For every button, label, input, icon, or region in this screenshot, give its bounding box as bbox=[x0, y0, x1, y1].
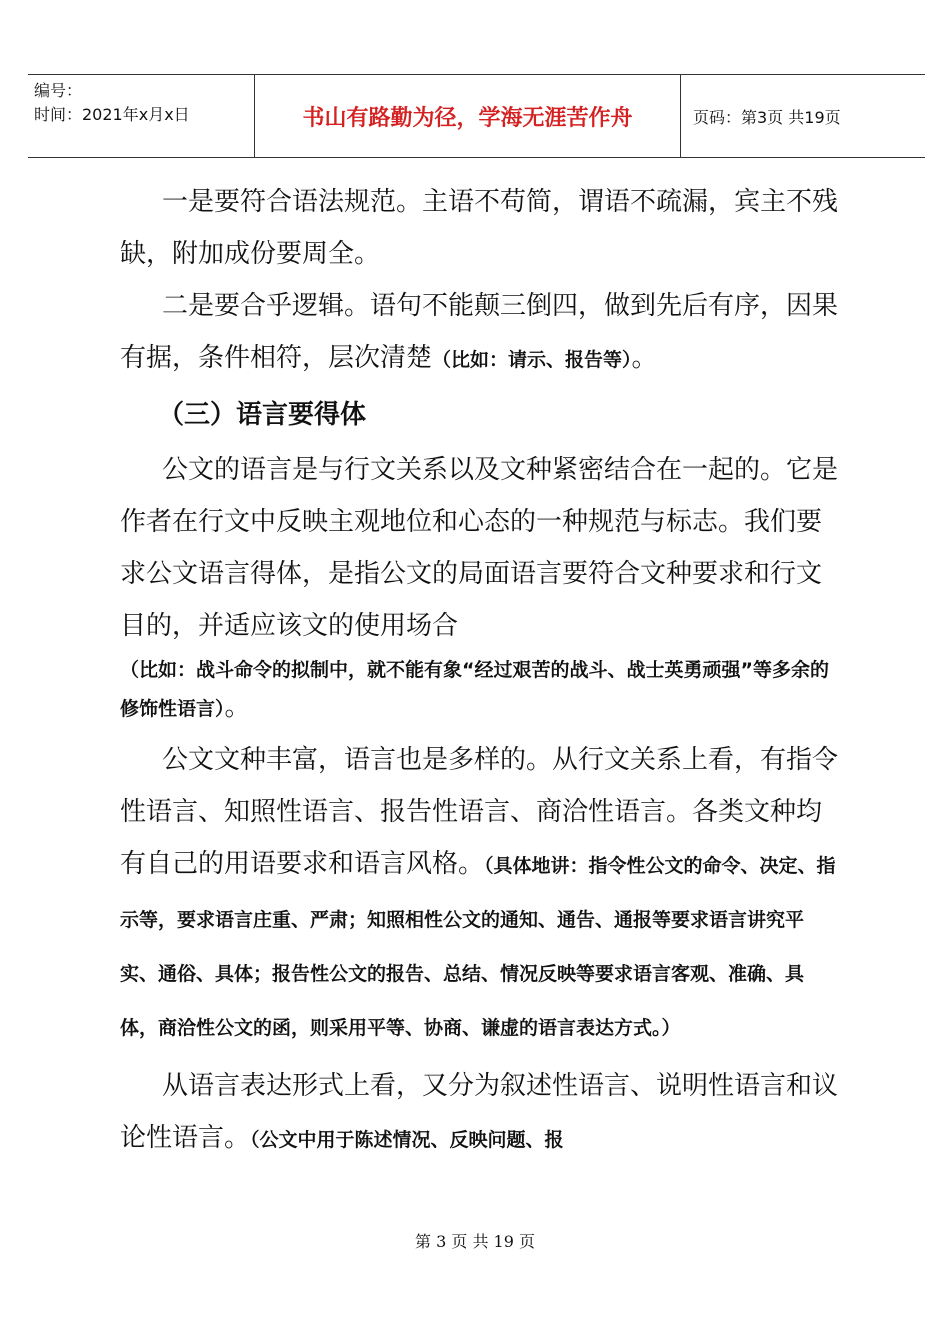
section-title: （三）语言要得体 bbox=[158, 400, 367, 430]
paragraph-3-end: 。 bbox=[224, 692, 251, 722]
paragraph-5-note: （公文中用于陈述情况、反映问题、报 bbox=[250, 1129, 564, 1151]
paragraph-4 bbox=[120, 734, 840, 1054]
paragraph-3-text: 公文的语言是与行文关系以及文种紧密结合在一起的。它是作者在行文中反映主观地位和心态的一种规范与标志。我们要求公文语言得体，是指公文的局面语言要符合文种要求和行文目的，并适应该文的使用场合 bbox=[120, 455, 839, 641]
paragraph-4-note: （具体地讲：指令性公文的命令、决定、指示等，要求语言庄重、严肃；知照相性公文的通知、通告、通报等要求语言讲究平实、通俗、具体；报告性公文的报告、总结、情况反映等要求语言客观、准确、具体，商洽性公文的函，则采用平等、协商、谦虚的语言表达方式。） bbox=[120, 855, 836, 1039]
header-meta bbox=[28, 75, 255, 157]
paragraph-1 bbox=[120, 176, 840, 280]
paragraph-2-note: （比如：请示、报告等） bbox=[432, 349, 632, 371]
paragraph-3-note: （比如：战斗命令的拟制中，就不能有象“经过艰苦的战斗、战士英勇顽强”等多余的修饰性语言） bbox=[120, 659, 829, 720]
paragraph-3 bbox=[120, 444, 840, 652]
paragraph-2-end: 。 bbox=[631, 343, 658, 373]
page-footer: 第 3 页 共 19 页 bbox=[415, 1232, 535, 1251]
header-page-info: 页码：第3页 共19页 bbox=[693, 107, 841, 127]
time-label: 时间：2021年x月x日 bbox=[34, 105, 190, 124]
paragraph-3-note-block bbox=[120, 652, 840, 728]
paragraph-1-text: 一是要符合语法规范。主语不苟简，谓语不疏漏，宾主不残缺，附加成份要周全。 bbox=[120, 187, 839, 269]
paragraph-4-text: 公文文种丰富，语言也是多样的。从行文关系上看，有指令性语言、知照性语言、报告性语言、商洽性语言。各类文种均有自己的用语要求和语言风格。 bbox=[120, 745, 839, 879]
document-body bbox=[120, 176, 840, 1166]
paragraph-5-text: 从语言表达形式上看，又分为叙述性语言、说明性语言和议论性语言。 bbox=[120, 1071, 839, 1153]
page-header bbox=[28, 74, 925, 158]
paragraph-2 bbox=[120, 280, 840, 386]
paragraph-5 bbox=[120, 1060, 840, 1166]
header-motto: 书山有路勤为径，学海无涯苦作舟 bbox=[255, 75, 681, 157]
paragraph-2-text: 二是要合乎逻辑。语句不能颠三倒四，做到先后有序，因果有据，条件相符，层次清楚 bbox=[120, 291, 839, 373]
number-label: 编号： bbox=[34, 81, 83, 100]
